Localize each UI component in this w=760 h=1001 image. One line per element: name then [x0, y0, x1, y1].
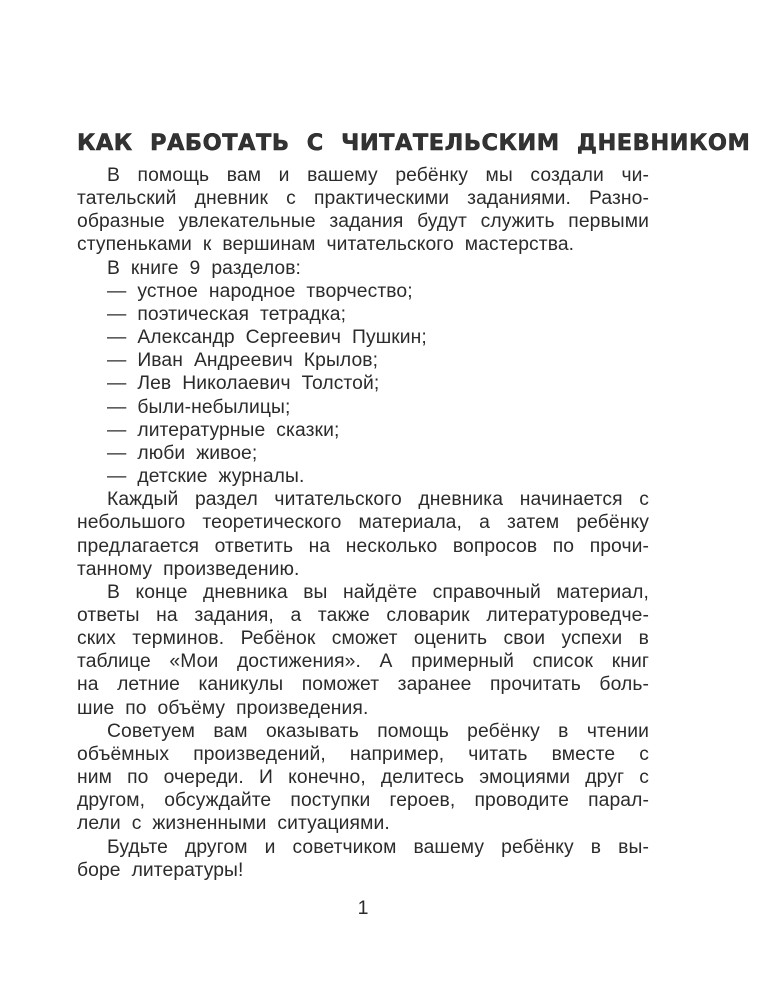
list-item: — устное народное творчество;: [107, 280, 413, 302]
text-line: В книге 9 разделов:: [107, 257, 302, 279]
text-line: образные увлекательные задания будут служить первыми: [77, 211, 649, 233]
text-line: на летние каникулы поможет заранее прочитать боль-: [77, 674, 649, 696]
page-number: 1: [357, 897, 369, 919]
list-item: — Лев Николаевич Толстой;: [107, 373, 380, 395]
text-line: ских терминов. Ребёнок сможет оценить свои успехи в: [77, 628, 649, 650]
text-line: Советуем вам оказывать помощь ребёнку в чтении: [107, 720, 649, 742]
text-line: Будьте другом и советчиком вашему ребёнку в вы-: [107, 836, 649, 858]
text-line: объёмных произведений, например, читать вместе с: [77, 743, 649, 765]
list-item: — Иван Андреевич Крылов;: [107, 350, 379, 372]
text-line: ступеньками к вершинам читательского мастерства.: [77, 234, 575, 256]
text-line: танному произведению.: [77, 558, 300, 580]
list-item: — поэтическая тетрадка;: [107, 303, 347, 325]
text-line: таблице «Мои достижения». А примерный список книг: [77, 651, 649, 673]
text-line: небольшого теоретического материала, а затем ребёнку: [77, 512, 649, 534]
text-line: В помощь вам и вашему ребёнку мы создали чи-: [107, 165, 649, 186]
text-line: шие по объёму произведения.: [77, 697, 369, 719]
page-title: КАК РАБОТАТЬ С ЧИТАТЕЛЬСКИМ ДНЕВНИКОМ: [77, 130, 751, 157]
text-line: предлагается ответить на несколько вопросов по прочи-: [77, 535, 649, 557]
text-line: В конце дневника вы найдёте справочный материал,: [107, 581, 649, 603]
list-item: — Александр Сергеевич Пушкин;: [107, 327, 427, 349]
text-line: другом, обсуждайте поступки героев, проводите парал-: [77, 790, 649, 812]
list-item: — были-небылицы;: [107, 396, 291, 418]
text-line: ним по очереди. И конечно, делитесь эмоциями друг с: [77, 767, 649, 789]
text-line: боре литературы!: [77, 859, 244, 881]
text-line: Каждый раздел читательского дневника начинается с: [107, 489, 649, 511]
text-line: ответы на задания, а также словарик литературоведче-: [77, 604, 649, 626]
list-item: — литературные сказки;: [107, 419, 340, 441]
text-body: [77, 164, 649, 882]
text-line: лели с жизненными ситуациями.: [77, 813, 390, 835]
text-line: тательский дневник с практическими заданиями. Разно-: [77, 188, 649, 210]
list-item: — детские журналы.: [107, 466, 305, 488]
list-item: — люби живое;: [107, 442, 258, 464]
